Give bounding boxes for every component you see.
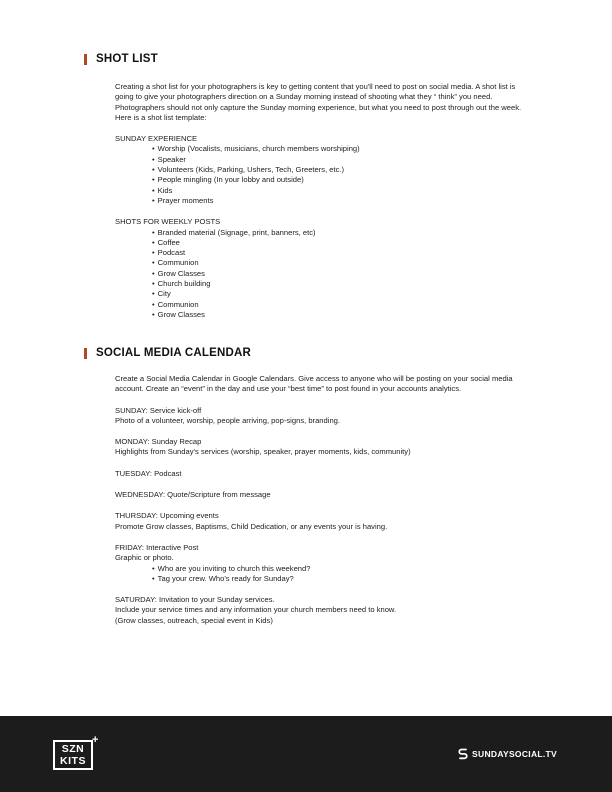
heading-accent-bar <box>84 348 87 359</box>
sunday-social-logo-icon <box>458 748 468 760</box>
day-title: MONDAY: Sunday Recap <box>115 437 202 447</box>
day-title: FRIDAY: Interactive Post <box>115 542 199 552</box>
shot-list-title: SHOT LIST <box>96 53 158 65</box>
list-item: • Tag your crew. Who's ready for Sunday? <box>152 574 525 584</box>
list-item: • Worship (Vocalists, musicians, church members worshiping) <box>152 144 525 154</box>
day-title: SUNDAY: Service kick-off <box>115 405 202 415</box>
list-item: • Who are you inviting to church this weekend? <box>152 564 525 574</box>
list-item: • Communion <box>152 258 525 268</box>
shot-list-body <box>115 82 525 320</box>
logo-line-2: KITS <box>60 755 86 767</box>
calendar-sunday <box>115 406 525 427</box>
list-item: • Kids <box>152 186 525 196</box>
list-item: • Volunteers (Kids, Parking, Ushers, Tech, Greeters, etc.) <box>152 165 525 175</box>
day-title: THURSDAY: Upcoming events <box>115 511 219 521</box>
calendar-title: SOCIAL MEDIA CALENDAR <box>96 347 251 359</box>
list-item: • Branded material (Signage, print, banners, etc) <box>152 228 525 238</box>
calendar-monday <box>115 437 525 458</box>
calendar-intro: Create a Social Media Calendar in Google Calendars. Give access to anyone who will be posting on your social media account. Create an “event” in the day and use your “best time” to post found in your accounts analytics. <box>115 374 513 394</box>
calendar-saturday <box>115 595 525 626</box>
list-item: • Grow Classes <box>152 310 525 320</box>
szn-kits-logo <box>53 740 93 770</box>
day-detail: Highlights from Sunday's services (worship, speaker, prayer moments, kids, community) <box>115 447 411 457</box>
day-detail: (Grow classes, outreach, special event in Kids) <box>115 615 273 625</box>
logo-plus-icon: + <box>92 734 99 746</box>
weekly-posts-list <box>115 228 525 321</box>
day-detail: Photo of a volunteer, worship, people arriving, pop-signs, branding. <box>115 415 340 425</box>
calendar-friday <box>115 543 525 584</box>
day-title: TUESDAY: Podcast <box>115 468 182 478</box>
calendar-wednesday <box>115 490 525 500</box>
list-item: • Coffee <box>152 238 525 248</box>
logo-line-1: SZN <box>61 743 85 755</box>
day-detail: Graphic or photo. <box>115 553 174 563</box>
friday-list <box>115 564 525 585</box>
brand-text: SUNDAYSOCIAL.TV <box>472 749 557 759</box>
day-title: SATURDAY: Invitation to your Sunday services. <box>115 595 275 605</box>
shot-list-intro: Creating a shot list for your photographers is key to getting content that you'll need to post on social media. A shot list is going to give your photographers direction on a Sunday morning instead of shooting what they “ think” you need. Photographers should not only capture the Sunday morning experience, but what you need to post through out the week. Here is a shot list template: <box>115 82 522 122</box>
shot-list-heading <box>84 53 158 65</box>
sunday-experience-title: SUNDAY EXPERIENCE <box>115 134 198 144</box>
weekly-posts-title: SHOTS FOR WEEKLY POSTS <box>115 217 221 227</box>
sunday-social-brand <box>458 748 557 760</box>
day-detail: Promote Grow classes, Baptisms, Child Dedication, or any events your is having. <box>115 521 388 531</box>
calendar-tuesday <box>115 469 525 479</box>
list-item: • Church building <box>152 279 525 289</box>
day-title: WEDNESDAY: Quote/Scripture from message <box>115 490 271 500</box>
list-item: • Prayer moments <box>152 196 525 206</box>
list-item: • Podcast <box>152 248 525 258</box>
list-item: • Grow Classes <box>152 269 525 279</box>
list-item: • Communion <box>152 300 525 310</box>
day-detail: Include your service times and any information your church members need to know. <box>115 605 397 615</box>
heading-accent-bar <box>84 54 87 65</box>
calendar-heading <box>84 347 251 359</box>
list-item: • People mingling (In your lobby and outside) <box>152 175 525 185</box>
calendar-thursday <box>115 511 525 532</box>
sunday-experience-list <box>115 144 525 206</box>
calendar-body <box>115 374 525 626</box>
list-item: • Speaker <box>152 155 525 165</box>
list-item: • City <box>152 289 525 299</box>
footer <box>0 716 612 792</box>
